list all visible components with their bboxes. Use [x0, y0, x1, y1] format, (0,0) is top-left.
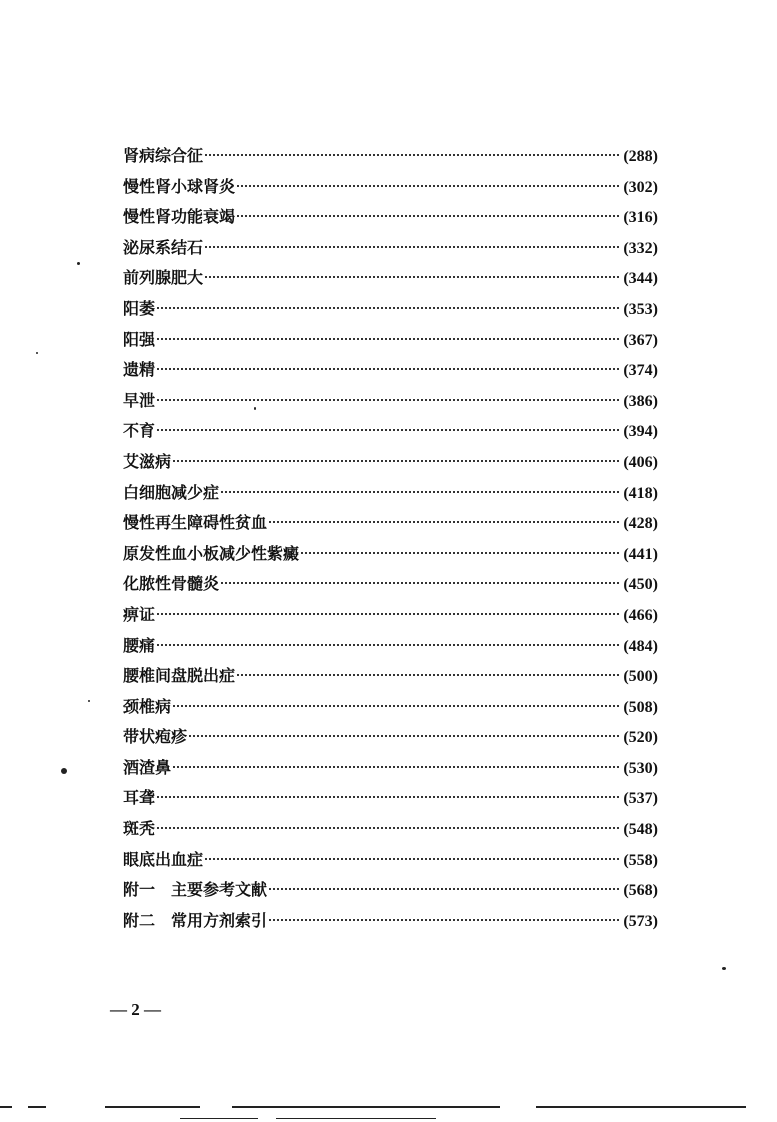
- toc-dot-leader: [205, 246, 619, 248]
- toc-entry-title: 慢性肾功能衰竭: [123, 207, 236, 227]
- toc-dot-leader: [269, 919, 619, 921]
- toc-entry-title: 颈椎病: [123, 696, 172, 716]
- toc-entry: [123, 875, 658, 906]
- toc-entry: [123, 294, 658, 325]
- toc-dot-leader: [157, 644, 619, 646]
- toc-entry-page: (406): [623, 453, 658, 471]
- toc-dot-leader: [157, 338, 619, 340]
- toc-entry-page: (386): [623, 392, 658, 410]
- toc-entry-title: 化脓性骨髓炎: [123, 574, 220, 594]
- toc-entry-page: (428): [623, 515, 658, 533]
- toc-entry-page: (530): [623, 759, 658, 777]
- toc-entry: [123, 478, 658, 509]
- toc-entry: [123, 202, 658, 233]
- toc-dot-leader: [301, 552, 619, 554]
- toc-entry-page: (367): [623, 331, 658, 349]
- toc-entry-title: 附二 常用方剂索引: [123, 910, 268, 930]
- toc-entry-title: 泌尿系结石: [123, 237, 204, 257]
- toc-entry: [123, 783, 658, 814]
- toc-dot-leader: [157, 429, 619, 431]
- toc-entry-page: (288): [623, 148, 658, 165]
- toc-entry: [123, 263, 658, 294]
- toc-entry-title: 痹证: [123, 604, 156, 624]
- toc-entry: [123, 141, 658, 172]
- toc-dot-leader: [269, 888, 619, 890]
- toc-entry-title: 眼底出血症: [123, 849, 204, 869]
- toc-entry: [123, 355, 658, 386]
- toc-dot-leader: [189, 735, 619, 737]
- toc-dot-leader: [157, 307, 619, 309]
- toc-entry: [123, 631, 658, 662]
- toc-entry: [123, 172, 658, 203]
- toc-entry-title: 斑秃: [123, 819, 156, 839]
- toc-entry-title: 带状疱疹: [123, 727, 188, 747]
- toc-entry-page: (394): [623, 423, 658, 441]
- scan-speck: [254, 407, 256, 410]
- toc-entry-title: 艾滋病: [123, 451, 172, 471]
- toc-entry-title: 慢性再生障碍性贫血: [123, 513, 268, 533]
- toc-entry-page: (316): [623, 209, 658, 227]
- scan-rule: [105, 1106, 200, 1108]
- toc-entry-title: 白细胞减少症: [123, 482, 220, 502]
- scan-rule: [180, 1118, 258, 1119]
- toc-entry-title: 耳聋: [123, 788, 156, 808]
- toc-entry: [123, 508, 658, 539]
- toc-entry: [123, 845, 658, 876]
- toc-entry: [123, 692, 658, 723]
- toc-entry-title: 腰椎间盘脱出症: [123, 666, 236, 686]
- toc-entry: [123, 661, 658, 692]
- scan-speck: [36, 352, 38, 354]
- toc-entry: [123, 722, 658, 753]
- toc-dot-leader: [157, 796, 619, 798]
- toc-entry-page: (450): [623, 576, 658, 594]
- toc-entry-page: (418): [623, 484, 658, 502]
- toc-dot-leader: [173, 460, 619, 462]
- toc-dot-leader: [157, 613, 619, 615]
- toc-entry-title: 早泄: [123, 390, 156, 410]
- toc-dot-leader: [237, 674, 619, 676]
- toc-entry-page: (332): [623, 239, 658, 257]
- page-number: — 2 —: [110, 1000, 161, 1019]
- toc-dot-leader: [237, 215, 619, 217]
- toc-dot-leader: [157, 368, 619, 370]
- toc-entry-page: (302): [623, 178, 658, 196]
- toc-entry: [123, 233, 658, 264]
- toc-entry-page: (441): [623, 545, 658, 563]
- toc-dot-leader: [205, 276, 619, 278]
- toc-entry-title: 遗精: [123, 360, 156, 380]
- toc-entry-page: (484): [623, 637, 658, 655]
- toc-dot-leader: [205, 154, 619, 156]
- toc-entry-title: 前列腺肥大: [123, 268, 204, 288]
- toc-entry-title: 酒渣鼻: [123, 757, 172, 777]
- scan-speck: [61, 768, 67, 774]
- toc-entry-page: (520): [623, 729, 658, 747]
- toc-dot-leader: [173, 705, 619, 707]
- toc-entry-page: (344): [623, 270, 658, 288]
- toc-entry-page: (573): [623, 912, 658, 930]
- toc-entry-title: 慢性肾小球肾炎: [123, 176, 236, 196]
- toc-dot-leader: [157, 827, 619, 829]
- scan-rule: [28, 1106, 46, 1108]
- toc-dot-leader: [221, 491, 619, 493]
- toc-entry-page: (548): [623, 821, 658, 839]
- toc-entry-page: (568): [623, 882, 658, 900]
- scan-rule: [276, 1118, 436, 1119]
- toc-entry: [123, 753, 658, 784]
- toc-dot-leader: [269, 521, 619, 523]
- toc-entry: [123, 600, 658, 631]
- scan-rule: [232, 1106, 500, 1108]
- scan-speck: [77, 262, 80, 265]
- toc-entry: [123, 906, 658, 937]
- scan-speck: [88, 700, 90, 702]
- toc-dot-leader: [221, 582, 619, 584]
- toc-dot-leader: [173, 766, 619, 768]
- toc-dot-leader: [205, 858, 619, 860]
- toc-entry: [123, 447, 658, 478]
- scan-rule: [0, 1106, 12, 1108]
- toc-entry-title: 阳强: [123, 329, 156, 349]
- toc-dot-leader: [237, 185, 619, 187]
- toc-entry-page: (537): [623, 790, 658, 808]
- toc-entry-title: 腰痛: [123, 635, 156, 655]
- toc-entry: [123, 325, 658, 356]
- toc-entry-title: 附一 主要参考文献: [123, 880, 268, 900]
- toc-entry: [123, 386, 658, 417]
- toc-dot-leader: [157, 399, 619, 401]
- toc-entry-title: 原发性血小板减少性紫癜: [123, 543, 300, 563]
- toc-entry-title: 阳萎: [123, 298, 156, 318]
- toc-entry: [123, 539, 658, 570]
- toc-entry-page: (558): [623, 851, 658, 869]
- scan-speck: [722, 967, 726, 970]
- toc-entry-page: (374): [623, 362, 658, 380]
- toc-entry: [123, 814, 658, 845]
- toc-entry-page: (500): [623, 668, 658, 686]
- toc-entry-page: (353): [623, 300, 658, 318]
- toc-entry-title: 肾病综合征: [123, 146, 204, 165]
- toc-entry-page: (466): [623, 606, 658, 624]
- table-of-contents: [123, 141, 658, 936]
- toc-entry-title: 不育: [123, 421, 156, 441]
- scan-rule: [536, 1106, 746, 1108]
- toc-entry-page: (508): [623, 698, 658, 716]
- toc-entry: [123, 416, 658, 447]
- toc-entry: [123, 569, 658, 600]
